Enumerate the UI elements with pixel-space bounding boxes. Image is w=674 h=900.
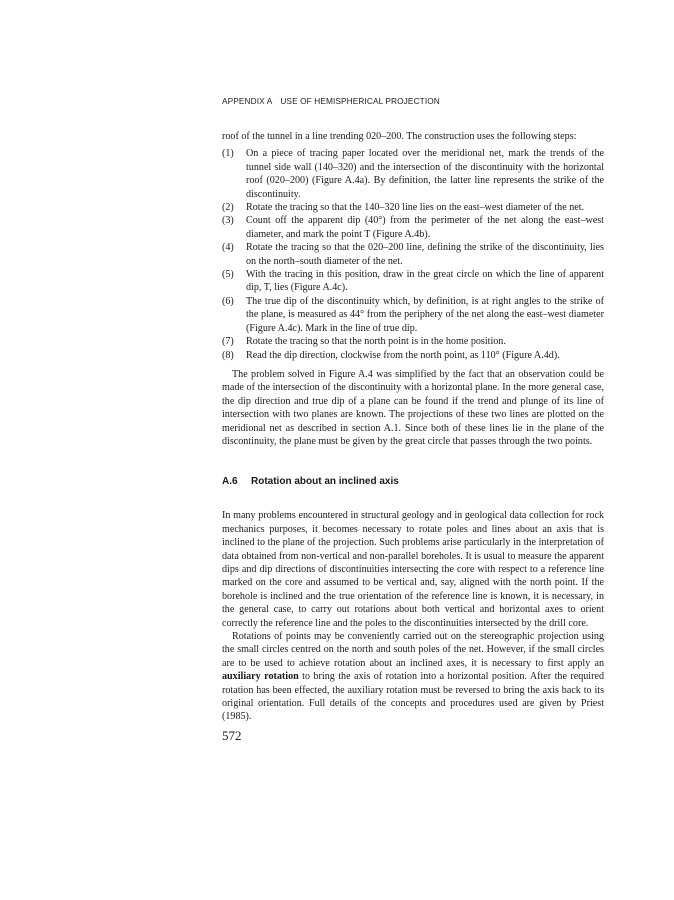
paragraph-after-steps: The problem solved in Figure A.4 was simplified by the fact that an observation could be made of the intersection of the discontinuity with a horizontal plane. In the more general case, the dip direction and true dip of a plane can be found if the trend and plunge of its line of intersection with two planes are known. The projections of these two lines are plotted on the meridional net as described in section A.1. Since both of these lines lie in the plane of the discontinuity, the plane must be given by the great circle that passes through the two points. bbox=[222, 368, 604, 447]
paragraph-text-after-bold: to bring the axis of rotation into a horizontal position. After the required rotation has been effected, the auxiliary rotation must be reversed to bring the axis back to its original orientation. Full details of the concepts and procedures used are given by Priest (1985). bbox=[222, 671, 605, 723]
step-text: On a piece of tracing paper located over the meridional net, mark the trends of the tunnel side wall (140–320) and the intersection of the discontinuity with the horizontal roof (020–200) (Figure A.4a). By definition, the latter line represents the strike of the discontinuity. bbox=[246, 148, 604, 200]
step-text: The true dip of the discontinuity which, by definition, is at right angles to the strike of the plane, is measured as 44° from the periphery of the net along the east–west diameter (Figure A.4c). Mark in the line of true dip. bbox=[246, 295, 604, 334]
running-head-appendix: APPENDIX A bbox=[222, 96, 273, 106]
step-text: With the tracing in this position, draw in the great circle on which the line of apparent dip, T, lies (Figure A.4c). bbox=[246, 269, 604, 294]
step-number: (3) bbox=[222, 215, 234, 227]
step-number: (1) bbox=[222, 148, 234, 160]
list-item bbox=[222, 214, 604, 241]
step-number: (5) bbox=[222, 269, 234, 281]
step-number: (7) bbox=[222, 336, 234, 348]
step-text: Read the dip direction, clockwise from the north point, as 110° (Figure A.4d). bbox=[246, 349, 560, 361]
page-number: 572 bbox=[222, 727, 242, 743]
list-item bbox=[222, 335, 604, 348]
list-item bbox=[222, 268, 604, 295]
step-text: Rotate the tracing so that the 140–320 line lies on the east–west diameter of the net. bbox=[246, 202, 585, 214]
book-page bbox=[222, 96, 604, 744]
step-text: Count off the apparent dip (40°) from the perimeter of the net along the east–west diameter, and mark the point T (Figure A.4b). bbox=[246, 215, 604, 240]
list-item bbox=[222, 201, 604, 214]
bold-term: auxiliary rotation bbox=[222, 671, 299, 683]
section-number: A.6 bbox=[222, 476, 238, 488]
paragraph-text-before-bold: Rotations of points may be conveniently carried out on the stereographic projection using the small circles centred on the north and south poles of the net. However, if the small circles are to be used to achieve rotation about an inclined axes, it is necessary to first apply an bbox=[222, 631, 604, 669]
steps-list bbox=[222, 147, 604, 362]
list-item bbox=[222, 295, 604, 335]
step-number: (8) bbox=[222, 349, 234, 361]
step-text: Rotate the tracing so that the north point is in the home position. bbox=[246, 336, 506, 348]
section-heading bbox=[222, 476, 604, 487]
list-item bbox=[222, 147, 604, 201]
intro-paragraph: roof of the tunnel in a line trending 020–200. The construction uses the following steps: bbox=[222, 131, 577, 142]
step-number: (2) bbox=[222, 202, 234, 214]
list-item bbox=[222, 349, 604, 362]
list-item bbox=[222, 241, 604, 268]
step-text: Rotate the tracing so that the 020–200 line, defining the strike of the discontinuity, lies on the north–south diameter of the net. bbox=[246, 242, 604, 267]
section-paragraph-2 bbox=[222, 630, 604, 724]
section-paragraph-1: In many problems encountered in structural geology and in geological data collection for rock mechanics purposes, it becomes necessary to rotate poles and lines about an axis that is inclined to the plane of the projection. Such problems arise particularly in the interpretation of data obtained from non-vertical and non-parallel boreholes. It is usual to measure the apparent dips and dip directions of discontinuities intersecting the core with respect to a reference line marked on the core and assumed to be vertical and, say, aligned with the north point. If the borehole is inclined and the true orientation of the reference line is known, it is necessary, in the general case, to carry out rotations about both vertical and horizontal axes to orient correctly the reference line and the poles to the discontinuities intersected by the drill core. bbox=[222, 510, 604, 629]
running-head-title: USE OF HEMISPHERICAL PROJECTION bbox=[280, 96, 440, 106]
step-number: (6) bbox=[222, 295, 234, 307]
step-number: (4) bbox=[222, 242, 234, 254]
running-head bbox=[222, 96, 604, 106]
section-title: Rotation about an inclined axis bbox=[251, 476, 399, 488]
